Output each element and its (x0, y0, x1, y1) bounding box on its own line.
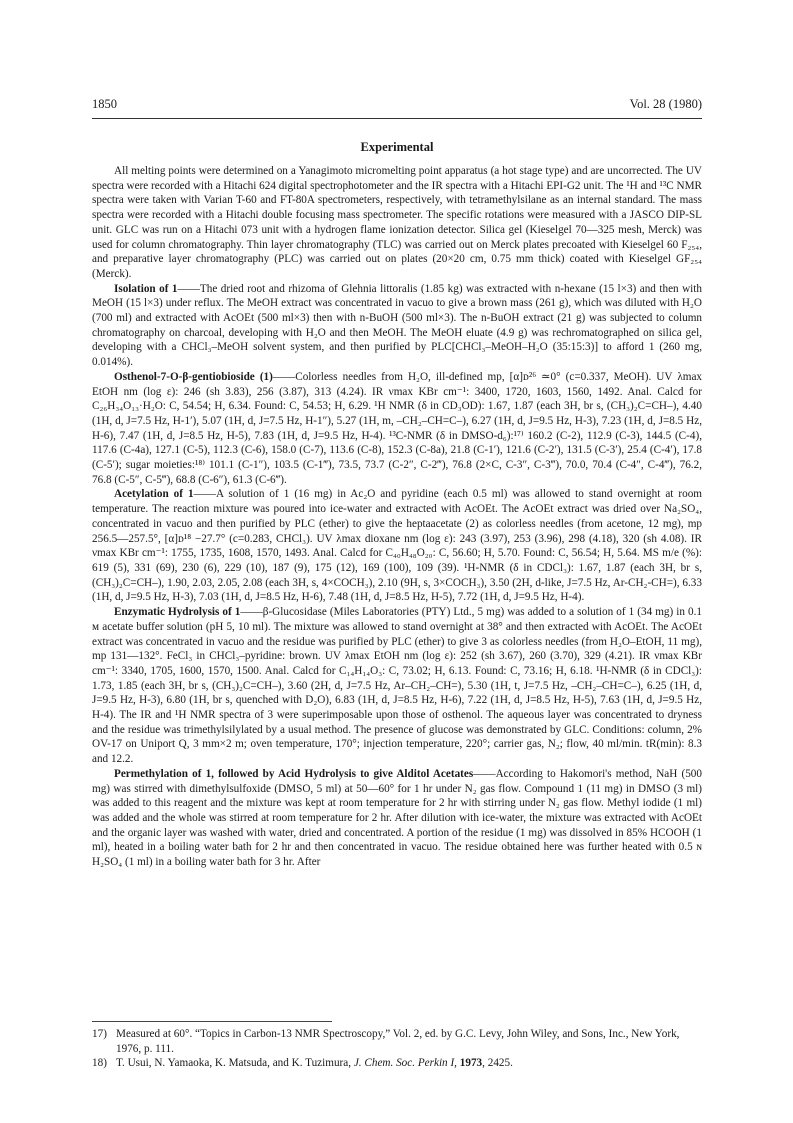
page-number: 1850 (92, 97, 117, 111)
subheading-osthenol: Osthenol-7-O-β-gentiobioside (1) (114, 370, 273, 383)
permethylation-text: ——According to Hakomori's method, NaH (500 mg) was stirred with dimethylsulfoxide (DMSO, 5 ml) at 50—60° for 1 hr under N₂ gas flow. Compound 1 (11 mg) in DMSO (3 ml) was added to this reagent and the mixture was kept at room temperature for 2 hr with stirring under N₂ gas flow. Methyl iodide (1 ml) was added and the whole was stirred at room temperature for 2 hr. After dilution with ice-water, the mixture was extracted with AcOEt and the organic layer was washed with water, dried and concentrated. A portion of the residue (1 mg) was dissolved in 85% HCOOH (1 ml), heated in a boiling water bath for 2 hr and then concentrated in vacuo. The residue obtained here was further heated with 0.5 ɴ H₂SO₄ (1 ml) in a boiling water bath for 3 hr. After (92, 767, 702, 869)
footnote-year: 1973 (459, 1057, 483, 1070)
footnote-17 (92, 1027, 702, 1056)
subheading-permethylation: Permethylation of 1, followed by Acid Hydrolysis to give Alditol Acetates (114, 767, 474, 780)
footnote-18 (92, 1056, 702, 1071)
footnote-number: 17) (92, 1028, 107, 1040)
footnote-authors: T. Usui, N. Yamaoka, K. Matsuda, and K. Tuzimura, (116, 1057, 352, 1070)
subheading-isolation: Isolation of 1 (114, 282, 178, 295)
footnote-journal: J. Chem. Soc. Perkin I, (353, 1057, 457, 1070)
paragraph-general: All melting points were determined on a Yanagimoto micromelting point apparatus (a hot stage type) and are uncorrected. The UV spectra were recorded with a Hitachi 624 digital spectrophotometer and the IR spectra with a Hitachi EPI-G2 unit. The ¹H and ¹³C NMR spectra were taken with Varian T-60 and FT-80A spectrometers, respectively, with tetramethylsilane as an internal standard. The mass spectra were recorded with a Hitachi double focusing mass spectrometer. The specific rotations were measured with a JASCO DIP-SL unit. GLC was run on a Hitachi 073 unit with a hydrogen flame ionization detector. Silica gel (Kieselgel 70—325 mesh, Merck) was used for column chromatography. Thin layer chromatography (TLC) was carried out on Merck plates precoated with Kieselgel 60 F₂₅₄, and preparative layer chromatography (PLC) was carried out on plates (20×20 cm, 0.75 mm thick) coated with Kieselgel GF₂₅₄ (Merck). (92, 165, 702, 280)
isolation-text: ——The dried root and rhizoma of Glehnia littoralis (1.85 kg) was extracted with n-hexane (15 l×3) and then with MeOH (15 l×3) under reflux. The MeOH extract was concentrated in vacuo to give a brown mass (261 g), which was diluted with H₂O (700 ml) and extracted with AcOEt (500 ml×3) then with n-BuOH (500 ml×3). The n-BuOH extract (21 g) was subjected to column chromatography on charcoal, developing with H₂O and then MeOH. The MeOH eluate (4.9 g) was rechromatographed on silica gel, developing with a CHCl₃–MeOH solvent system, and then purified by PLC[CHCl₃–MeOH–H₂O (35:15:3)] to afford 1 (260 mg, 0.014%). (92, 282, 702, 369)
page-header (92, 97, 702, 117)
footnote-text: Measured at 60°. “Topics in Carbon-13 NMR Spectroscopy,” Vol. 2, ed. by G.C. Levy, John Wiley, and Sons, Inc., New York, 1976, p. 111. (116, 1028, 680, 1055)
subheading-acetylation: Acetylation of 1 (114, 488, 194, 501)
osthenol-text: ——Colorless needles from H₂O, ill-defined mp, [α]ᴅ²⁶ ≃0° (c=0.337, MeOH). UV λmax EtOH nm (log ε): 246 (sh 3.83), 256 (3.87), 313 (4.24). IR νmax KBr cm⁻¹: 3400, 1720, 1603, 1560, 1492. Anal. Calcd for C₂₆H₃₄O₁₃·H₂O: C, 54.54; H, 6.34. Found: C, 54.53; H, 6.29. ¹H NMR (δ in CD₃OD): 1.67, 1.87 (each 3H, br s, (CH₃)₂C=CH–), 4.40 (1H, d, J=7.5 Hz, H-1′), 5.07 (1H, d, J=7.5 Hz, H-1″), 5.27 (1H, m, –CH₂–CH=C–), 6.27 (1H, d, J=9.5 Hz, H-3), 7.23 (1H, d, J=8.5 Hz, H-6), 7.47 (1H, d, J=8.5 Hz, H-5), 7.83 (1H, d, J=9.5 Hz, H-4). ¹³C-NMR (δ in DMSO-d₆):¹⁷⁾ 160.2 (C-2), 112.9 (C-3), 144.5 (C-4), 117.6 (C-4a), 127.1 (C-5), 112.3 (C-6), 158.0 (C-7), 113.6 (C-8), 152.3 (C-8a), 21.8 (C-1′), 121.6 (C-2′), 131.5 (C-3′), 25.4 (C-4′), 17.8 (C-5′); sugar moieties:¹⁸⁾ 101.1 (C-1″), 103.5 (C-1‴), 73.5, 73.7 (C-2″, C-2‴), 76.8 (2×C, C-3″, C-3‴), 70.0, 70.4 (C-4″, C-4‴), 76.2, 76.8 (C-5″, C-5‴), 68.8 (C-6″), 61.3 (C-6‴). (92, 370, 703, 486)
footnotes (92, 1027, 702, 1071)
subheading-enzymatic: Enzymatic Hydrolysis of 1 (114, 606, 241, 619)
enzymatic-text: ——β-Glucosidase (Miles Laboratories (PTY) Ltd., 5 mg) was added to a solution of 1 (34 mg) in 0.1 ᴍ acetate buffer solution (pH 5, 10 ml). The mixture was allowed to stand overnight at 38° and then extracted with AcOEt. The AcOEt extract was concentrated in vacuo and the residue was purified by PLC (ether) to give 3 as colorless needles (from H₂O–EtOH, 11 mg), mp 131—132°. FeCl₃ in CHCl₃–pyridine: brown. UV λmax EtOH nm (log ε): 252 (sh 3.67), 260 (3.70), 329 (4.21). IR νmax KBr cm⁻¹: 3340, 1705, 1600, 1570, 1500. Anal. Calcd for C₁₄H₁₄O₃: C, 73.02; H, 6.13. Found: C, 73.16; H, 6.18. ¹H-NMR (δ in CDCl₃): 1.73, 1.85 (each 3H, br s, (CH₃)₂C=CH–), 3.60 (2H, d, J=7.5 Hz, Ar–CH₂–CH=), 5.30 (1H, t, J=7.5 Hz, –CH₂–CH=C–), 6.25 (1H, d, J=9.5 Hz, H-3), 6.80 (1H, br s, quenched with D₂O), 6.83 (1H, d, J=8.5 Hz, H-6), 7.22 (1H, d, J=8.5 Hz, H-5), 7.63 (1H, d, J=9.5 Hz, H-4). The IR and ¹H NMR spectra of 3 were superimposable upon those of osthenol. The aqueous layer was concentrated to dryness and the residue was trimethylsilylated by a usual method. The presence of glucose was demonstrated by GLC. Conditions: column, 2% OV-17 on Uniport Q, 3 mm×2 m; oven temperature, 170°; injection temperature, 220°; carrier gas, N₂; flow, 40 ml/min. tR(min): 8.3 and 12.2. (92, 606, 702, 766)
body-text (92, 164, 702, 870)
paragraph-acetylation (92, 487, 702, 605)
paragraph-isolation (92, 282, 702, 370)
volume-label: Vol. 28 (1980) (629, 97, 702, 111)
paragraph-enzymatic (92, 605, 702, 767)
footnote-pages: , 2425. (482, 1057, 513, 1070)
paragraph-osthenol (92, 370, 702, 488)
footnote-rule (92, 1021, 332, 1022)
section-title: Experimental (360, 140, 434, 154)
paragraph-permethylation (92, 767, 702, 870)
acetylation-text: ——A solution of 1 (16 mg) in Ac₂O and pyridine (each 0.5 ml) was allowed to stand overnight at room temperature. The reaction mixture was poured into ice-water and extracted with AcOEt. The AcOEt extract was dried over Na₂SO₄, concentrated in vacuo and then purified by PLC (ether) to give the heptaacetate (2) as colorless needles (from acetone, 12 mg), mp 256.5—257.5°, [α]ᴅ¹⁸ −27.7° (c=0.283, CHCl₃). UV λmax dioxane nm (log ε): 243 (3.97), 253 (3.96), 298 (4.18), 320 (sh 4.08). IR νmax KBr cm⁻¹: 1755, 1735, 1608, 1570, 1493. Anal. Calcd for C₄₀H₄₈O₂₀: C, 56.60; H, 5.70. Found: C, 56.54; H, 5.64. MS m/e (%): 619 (5), 331 (69), 230 (6), 229 (10), 187 (9), 175 (12), 169 (100), 109 (39). ¹H-NMR (δ in CDCl₃): 1.67, 1.87 (each 3H, br s, (CH₃)₂C=CH–), 1.90, 2.03, 2.05, 2.08 (each 3H, s, 4×COCH₃), 2.10 (9H, s, 3×COCH₃), 3.50 (2H, d-like, J=7.5 Hz, Ar-CH₂-CH=), 6.33 (1H, d, J=9.5 Hz, H-3), 7.03 (1H, d, J=8.5 Hz, H-6), 7.48 (1H, d, J=8.5 Hz, H-5), 7.72 (1H, d, J=9.5 Hz, H-4). (92, 488, 702, 604)
header-rule (92, 118, 702, 119)
footnote-number: 18) (92, 1057, 107, 1070)
